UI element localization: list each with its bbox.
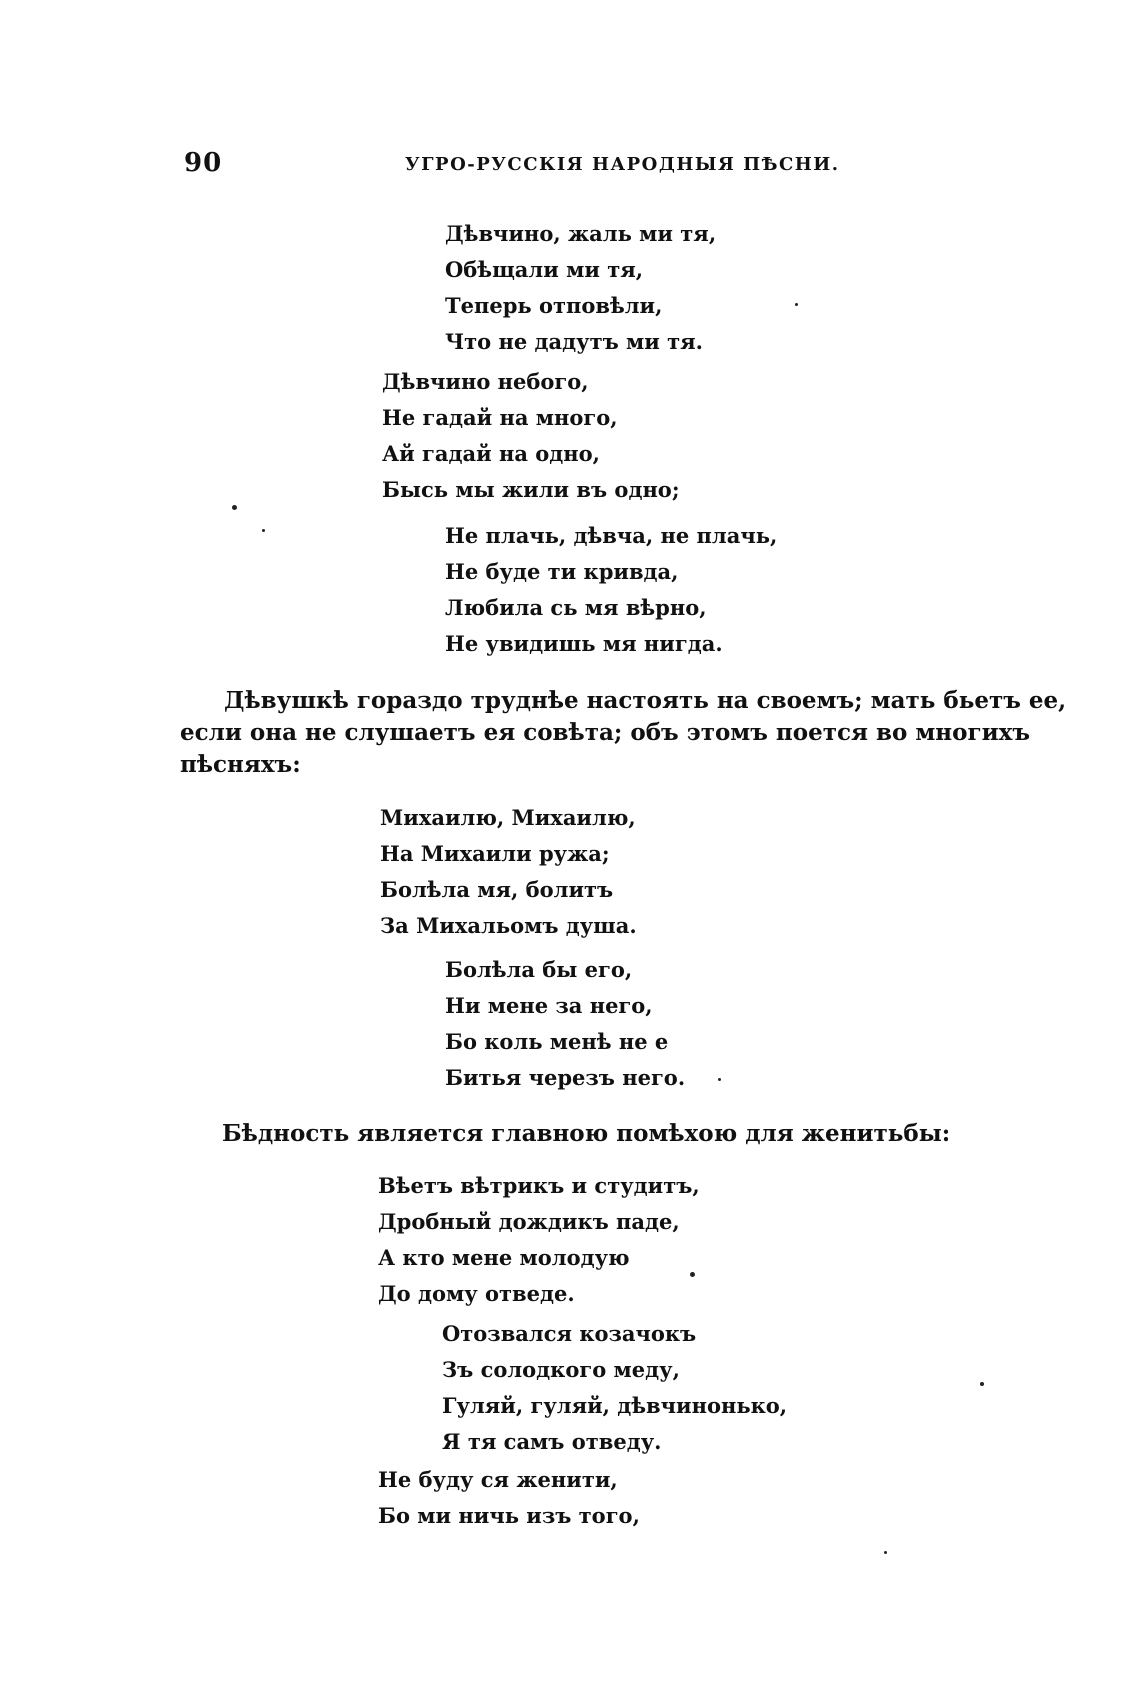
verse-line: Зъ солодкого меду, <box>442 1357 680 1382</box>
verse-stanza <box>442 1316 787 1460</box>
verse-stanza <box>378 1462 640 1534</box>
verse-line: Я тя самъ отведу. <box>442 1429 662 1454</box>
scan-speck <box>980 1382 984 1386</box>
scan-speck <box>718 1078 721 1081</box>
scan-speck <box>232 505 237 510</box>
prose-line: Бѣдность является главною помѣхою для женитьбы: <box>222 1120 951 1147</box>
verse-line: Обѣщали ми тя, <box>445 257 644 282</box>
verse-stanza <box>382 364 680 508</box>
verse-line: За Михальомъ душа. <box>380 913 637 938</box>
verse-line: На Михаили ружа; <box>380 841 610 866</box>
prose-line: Дѣвушкѣ гораздо труднѣе настоять на своемъ; мать бьетъ ее, <box>224 687 1067 714</box>
verse-stanza <box>378 1168 700 1312</box>
verse-line: Михаилю, Михаилю, <box>380 805 636 830</box>
verse-line: Ай гадай на одно, <box>382 441 600 466</box>
prose-paragraph <box>180 685 1066 781</box>
prose-line: если она не слушаетъ ея совѣта; объ этомъ поется во многихъ <box>180 719 1030 746</box>
verse-line: Гуляй, гуляй, дѣвчинонько, <box>442 1393 788 1418</box>
verse-line: Не плачь, дѣвча, не плачь, <box>445 523 778 548</box>
verse-line: Любила сь мя вѣрно, <box>445 595 707 620</box>
scan-speck <box>690 1272 695 1277</box>
page-number: 90 <box>184 148 223 178</box>
verse-line: Болѣла мя, болитъ <box>380 877 614 902</box>
verse-stanza <box>380 800 637 944</box>
verse-line: Не увидишь мя нигда. <box>445 631 723 656</box>
verse-line: Бо коль менѣ не е <box>445 1029 669 1054</box>
verse-line: Дѣвчино, жаль ми тя, <box>445 221 717 246</box>
verse-line: Бысь мы жили въ одно; <box>382 477 680 502</box>
verse-line: Битья черезъ него. <box>445 1065 686 1090</box>
verse-line: Не гадай на много, <box>382 405 618 430</box>
running-title: УГРО-РУССКІЯ НАРОДНЫЯ ПѢСНИ. <box>405 154 840 175</box>
verse-line: Бо ми ничь изъ того, <box>378 1503 640 1528</box>
scan-speck <box>795 303 798 306</box>
verse-line: До дому отведе. <box>378 1281 575 1306</box>
verse-line: Дѣвчино небого, <box>382 369 589 394</box>
prose-line: пѣсняхъ: <box>180 751 301 778</box>
verse-line: Отозвался козачокъ <box>442 1321 697 1346</box>
verse-line: Не буду ся женити, <box>378 1467 618 1492</box>
verse-line: Дробный дождикъ паде, <box>378 1209 680 1234</box>
verse-line: Теперь отповѣли, <box>445 293 663 318</box>
verse-line: Не буде ти кривда, <box>445 559 679 584</box>
scan-speck <box>262 529 265 532</box>
verse-line: А кто мене молодую <box>378 1245 630 1270</box>
prose-paragraph <box>222 1118 950 1150</box>
verse-stanza <box>445 216 716 360</box>
verse-line: Что не дадутъ ми тя. <box>445 329 703 354</box>
verse-stanza <box>445 518 777 662</box>
scan-speck <box>884 1551 887 1554</box>
verse-stanza <box>445 952 685 1096</box>
verse-line: Болѣла бы его, <box>445 957 633 982</box>
verse-line: Ни мене за него, <box>445 993 653 1018</box>
verse-line: Вѣетъ вѣтрикъ и студитъ, <box>378 1173 700 1198</box>
